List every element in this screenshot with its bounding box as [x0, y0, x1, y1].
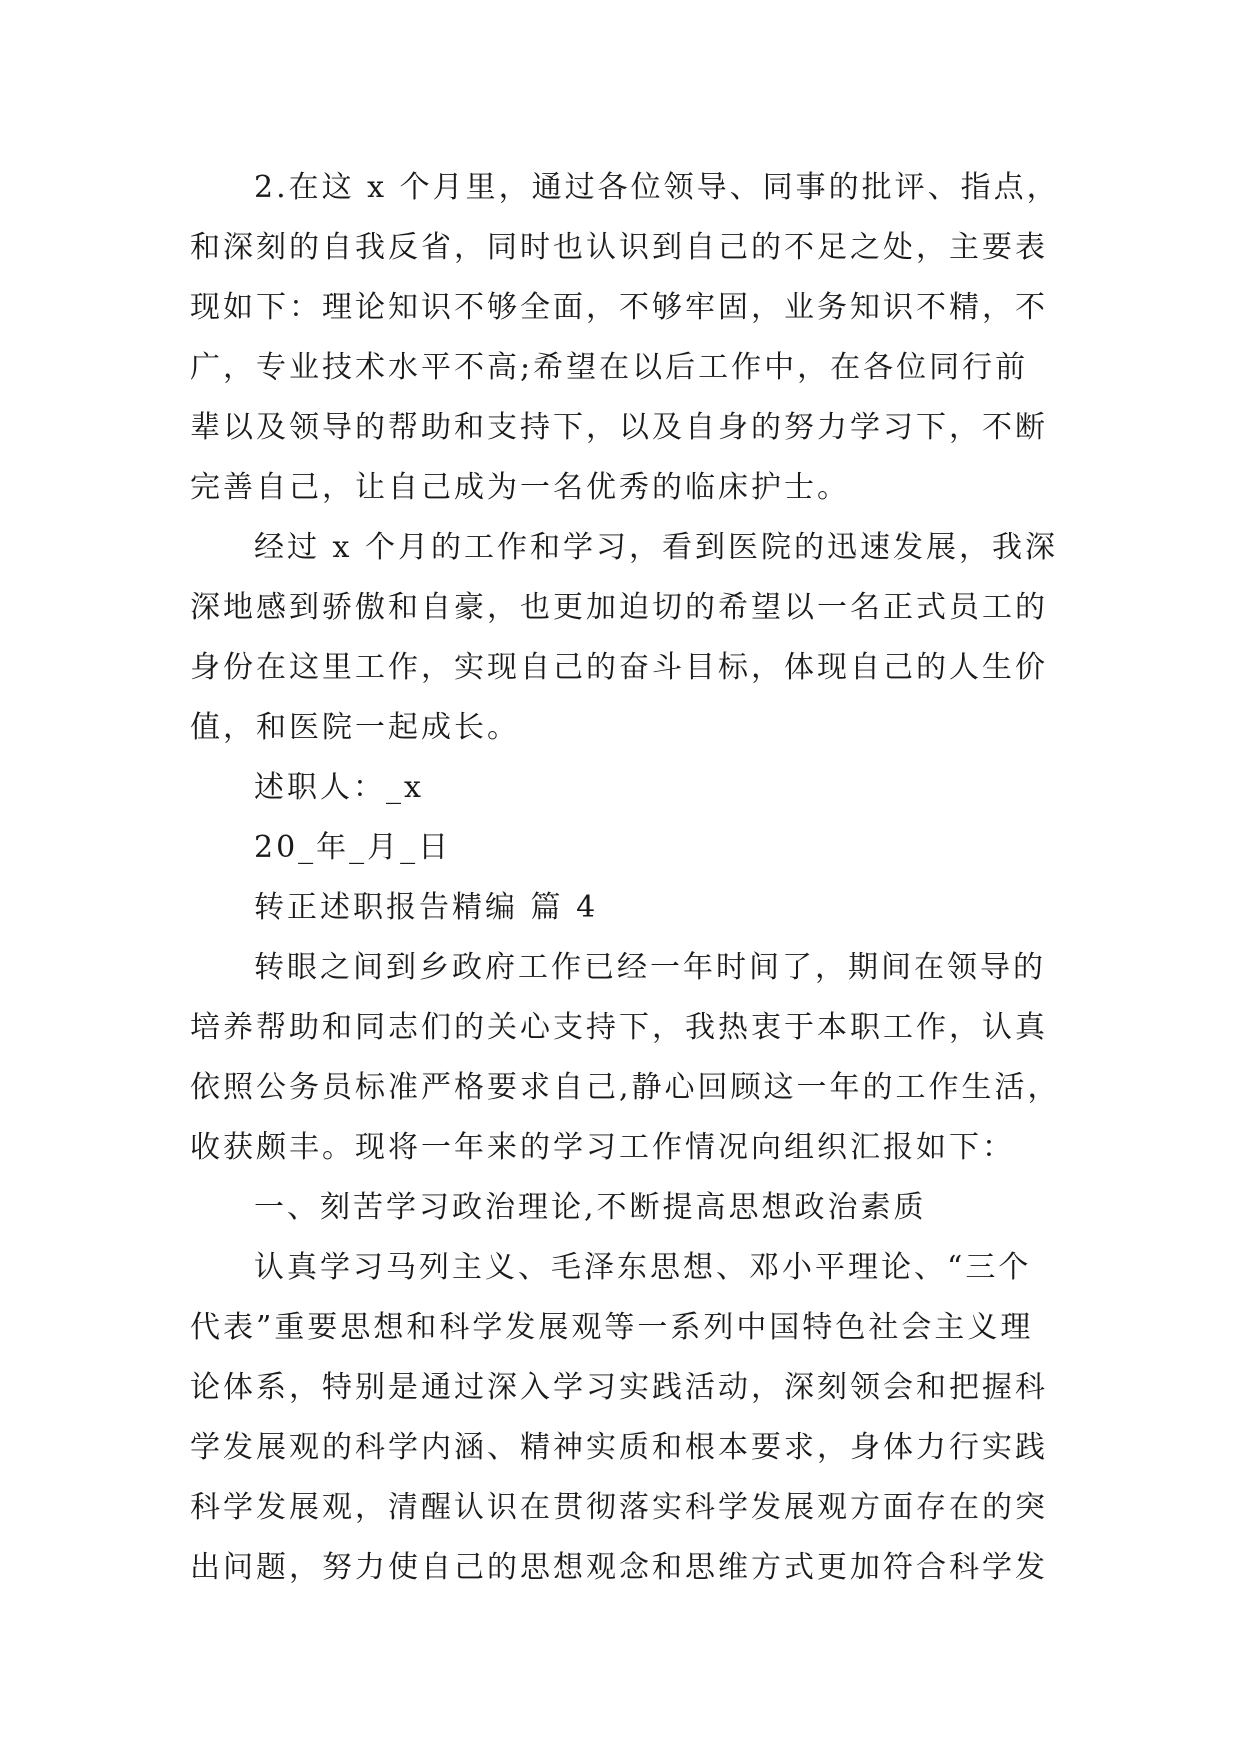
text-line: 和深刻的自我反省，同时也认识到自己的不足之处，主要表 — [190, 230, 1048, 265]
text-line: 科学发展观，清醒认识在贯彻落实科学发展观方面存在的突 — [190, 1490, 1048, 1525]
subsection-heading: 一、刻苦学习政治理论,不断提高思想政治素质 — [254, 1190, 927, 1225]
text-line: 现如下：理论知识不够全面，不够牢固，业务知识不精，不 — [190, 290, 1048, 325]
text-line: 代表”重要思想和科学发展观等一系列中国特色社会主义理 — [190, 1310, 1034, 1345]
text-line: 依照公务员标准严格要求自己,静心回顾这一年的工作生活， — [190, 1070, 1061, 1105]
text-line: 出问题，努力使自己的思想观念和思维方式更加符合科学发 — [190, 1550, 1048, 1585]
text-line: 培养帮助和同志们的关心支持下，我热衷于本职工作，认真 — [190, 1010, 1048, 1045]
text-line: 深地感到骄傲和自豪，也更加迫切的希望以一名正式员工的 — [190, 590, 1048, 625]
text-line: 值，和医院一起成长。 — [190, 710, 520, 745]
document-body — [190, 158, 1060, 1598]
text-line: 辈以及领导的帮助和支持下，以及自身的努力学习下，不断 — [190, 410, 1048, 445]
text-line: 收获颇丰。现将一年来的学习工作情况向组织汇报如下： — [190, 1130, 1015, 1165]
text-line: 广，专业技术水平不高;希望在以后工作中，在各位同行前 — [190, 350, 1029, 385]
text-line: 转眼之间到乡政府工作已经一年时间了，期间在领导的 — [254, 950, 1046, 985]
text-line: 论体系，特别是通过深入学习实践活动，深刻领会和把握科 — [190, 1370, 1048, 1405]
section-heading: 转正述职报告精编 篇 4 — [254, 890, 599, 925]
text-line: 2.在这 x 个月里，通过各位领导、同事的批评、指点， — [254, 170, 1060, 205]
text-line: 身份在这里工作，实现自己的奋斗目标，体现自己的人生价 — [190, 650, 1048, 685]
date-line: 20_年_月_日 — [254, 830, 452, 865]
text-line: 认真学习马列主义、毛泽东思想、邓小平理论、“三个 — [254, 1250, 1032, 1285]
signature-line: 述职人：_x — [254, 770, 424, 805]
text-line: 学发展观的科学内涵、精神实质和根本要求，身体力行实践 — [190, 1430, 1048, 1465]
text-line: 经过 x 个月的工作和学习，看到医院的迅速发展，我深 — [254, 530, 1058, 565]
text-line: 完善自己，让自己成为一名优秀的临床护士。 — [190, 470, 850, 505]
